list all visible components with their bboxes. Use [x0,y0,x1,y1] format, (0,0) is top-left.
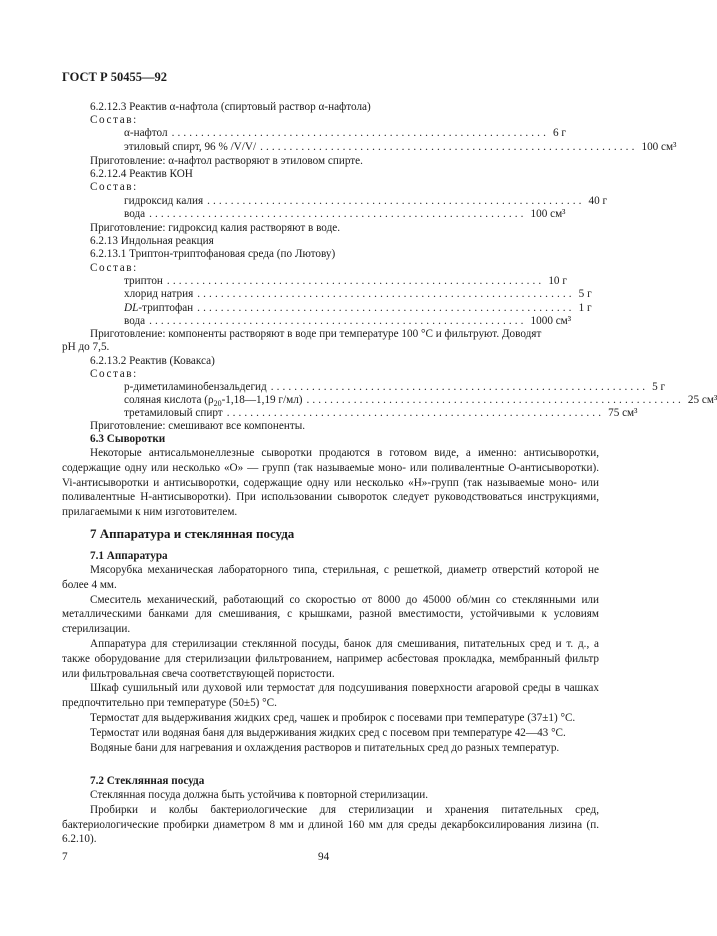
paragraph-text: Термостат для выдерживания жидких сред, чашек и пробирок с посевами при температуре (37±1) °С. [90,711,576,724]
item-name [124,302,193,315]
paragraph-text: Аппаратура для стерилизации стеклянной посуды, банок для смешивания, питательных сред и т. д., а также оборудование для стерилизации фильтрованием, например асбестовая прокладка, мембранный фильтр или фильтровальная свеча соответствующей пористости. [62,637,599,680]
medium-title: 6.2.13.1 Триптон-триптофановая среда (по Лютову) [90,248,336,260]
composition-label: Состав: [90,181,138,193]
item-name: третамиловый спирт [124,407,223,419]
item-value: 5 г [652,381,666,393]
section-7-title: 7 Аппаратура и стеклянная посуда [90,526,295,541]
leader-dots: ................................................................ [197,302,575,314]
leader-dots: ................................................................ [171,127,549,139]
composition-item [124,302,592,315]
item-name: р-диметиламинобензальдегид [124,381,267,393]
sera-paragraph [62,446,599,520]
paragraph-text: Термостат или водяная баня для выдерживания жидких сред с посевом при температуре 42—43 °С. [90,726,566,739]
item-name-subscript: 20 [213,399,222,409]
item-name: гидроксид калия [124,195,204,207]
apparatus-title: 7.1 Аппаратура [90,550,168,562]
preparation-text: Приготовление: компоненты растворяют в воде при температуре 100 °С и фильтруют. Доводят [90,328,542,340]
leader-dots: ................................................................ [197,288,575,300]
composition-item [124,381,666,394]
item-value: 25 см³ [687,394,717,406]
item-name-part: соляная кислота (ρ [124,394,214,406]
paragraph-text: Стеклянная посуда должна быть устойчива к повторной стерилизации. [90,789,429,801]
indole-title: 6.2.13 Индольная реакция [90,235,214,247]
preparation-text-cont: рН до 7,5. [62,341,110,353]
item-value: 40 г [588,195,608,207]
preparation-text: Приготовление: смешивают все компоненты. [90,420,306,432]
paragraph-text: Водяные бани для нагревания и охлаждения растворов и питательных сред до разных температур. [90,741,560,754]
paragraph-text: Некоторые антисальмонеллезные сыворотки продаются в готовом виде, а именно: антисыворотки, содержащие одну или несколько «О» — групп (так называемые моно- или поливалентные О-антисыворотки). Vi-антисыворотки и антисыворотки, содержащие одну или несколько «Н»-групп (так называемые моно- или поливалентные Н-антисыворотки). При использовании сывороток следует руководствоваться инструкциями, прилагаемыми к ним изготовителем. [62,447,599,519]
leader-dots: ................................................................ [149,208,527,220]
item-name: вода [124,208,146,220]
composition-item [124,127,566,140]
item-value: 100 см³ [530,208,566,220]
composition-item [124,288,592,301]
preparation-text: Приготовление: α-нафтол растворяют в этиловом спирте. [90,155,363,167]
item-name: триптон [124,275,163,287]
sera-title: 6.3 Сыворотки [90,433,166,445]
apparatus-paragraphs [62,563,599,755]
item-name-rest: -триптофан [138,302,194,314]
leader-dots: ................................................................ [306,394,684,406]
item-name: хлорид натрия [124,288,194,300]
page-number: 94 [318,851,330,863]
leader-dots: ................................................................ [149,315,527,327]
paragraph-text: Мясорубка механическая лабораторного типа, стерильная, с решеткой, диаметр отверстий которой не более 4 мм. [62,564,599,591]
composition-label: Состав: [90,114,138,126]
reagent-naphthol-title: 6.2.12.3 Реактив α-нафтола (спиртовый раствор α-нафтола) [90,101,371,113]
paragraph-text: Смеситель механический, работающий со скоростью от 8000 до 45000 об/мин со стеклянными или металлическими банками для смешивания, с крышками, разной вместимости, устойчивыми к условиям стерилизации. [62,593,599,636]
item-value: 75 см³ [608,407,638,419]
item-name: этиловый спирт, 96 % /V/V/ [124,141,257,153]
leader-dots: ................................................................ [207,195,585,207]
composition-item [124,195,608,208]
item-name: α-нафтол [124,127,168,139]
preparation-text: Приготовление: гидроксид калия растворяют в воде. [90,222,341,234]
item-value: 5 г [578,288,592,300]
item-value: 100 см³ [641,141,677,153]
leader-dots: ................................................................ [260,141,638,153]
item-name: вода [124,315,146,327]
footer-left: 7 [62,851,68,863]
leader-dots: ................................................................ [166,275,545,287]
glass-title: 7.2 Стеклянная посуда [90,775,205,787]
leader-dots: ................................................................ [226,407,605,419]
standard-header: ГОСТ Р 50455—92 [62,70,168,84]
leader-dots: ................................................................ [270,381,649,393]
item-value: 1000 см³ [530,315,572,327]
composition-label: Состав: [90,368,138,380]
composition-item [124,407,638,420]
composition-item [124,208,566,221]
item-name-prefix: DL [124,302,139,314]
composition-item [124,315,572,328]
composition-item [124,275,567,288]
kovacs-title: 6.2.13.2 Реактив (Ковакса) [90,355,215,367]
item-value: 10 г [548,275,567,287]
item-value: 1 г [578,302,592,314]
item-name-part: -1,18—1,19 г/мл) [221,394,303,406]
paragraph-text: Пробирки и колбы бактериологические для стерилизации и хранения питательных сред, бактериологические пробирки диаметром 8 мм и длиной 160 мм для среды декарбоксилирования лизина (п. 6.2.10). [62,803,599,846]
paragraph-text: Шкаф сушильный или духовой или термостат для подсушивания поверхности агаровой среды в чашках предпочтительно при температуре (50±5) °С. [62,682,599,710]
composition-item [124,141,677,154]
glass-paragraphs [62,788,599,847]
reagent-koh-title: 6.2.12.4 Реактив КОН [90,168,193,180]
item-value: 6 г [552,127,566,139]
composition-label: Состав: [90,262,138,274]
